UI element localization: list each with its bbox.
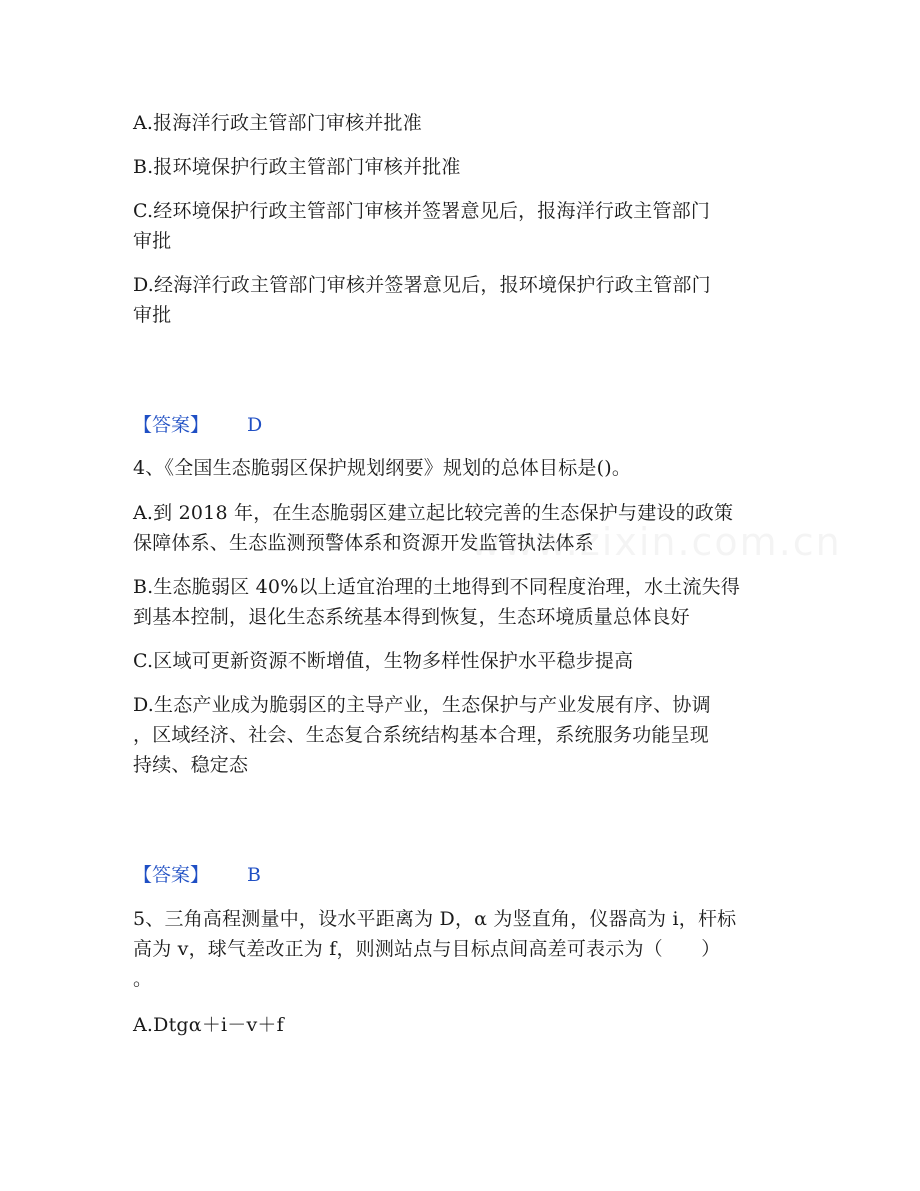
q3-option-a: A.报海洋行政主管部门审核并批准 xyxy=(133,112,422,134)
answer-value: D xyxy=(247,414,263,436)
q4-option-a: A.到 2018 年，在生态脆弱区建立起比较完善的生态保护与建设的政策 xyxy=(133,502,734,524)
q3-answer xyxy=(133,410,262,440)
q5-stem-continued: 高为 v，球气差改正为 f，则测站点与目标点间高差可表示为（ ） xyxy=(133,938,721,960)
q5-stem-continued-2: 。 xyxy=(133,968,153,990)
q5-stem: 5、三角高程测量中，设水平距离为 D，α 为竖直角，仪器高为 i，杆标 xyxy=(133,908,737,930)
q4-option-b: B.生态脆弱区 40%以上适宜治理的土地得到不同程度治理，水土流失得 xyxy=(133,576,741,598)
q3-option-d-continued: 审批 xyxy=(133,304,172,326)
q3-option-c: C.经环境保护行政主管部门审核并签署意见后，报海洋行政主管部门 xyxy=(133,200,711,222)
q5-option-a: A.Dtgα＋i－v＋f xyxy=(133,1014,284,1036)
q4-option-a-continued: 保障体系、生态监测预警体系和资源开发监管执法体系 xyxy=(133,532,594,554)
q4-option-d-continued-1: ，区域经济、社会、生态复合系统结构基本合理，系统服务功能呈现 xyxy=(133,724,710,746)
q3-option-d: D.经海洋行政主管部门审核并签署意见后，报环境保护行政主管部门 xyxy=(133,274,711,296)
q4-option-d-continued-2: 持续、稳定态 xyxy=(133,754,249,776)
q3-option-b: B.报环境保护行政主管部门审核并批准 xyxy=(133,156,461,178)
q4-option-c: C.区域可更新资源不断增值，生物多样性保护水平稳步提高 xyxy=(133,650,634,672)
q4-option-b-continued: 到基本控制，退化生态系统基本得到恢复，生态环境质量总体良好 xyxy=(133,606,690,628)
q3-option-c-continued: 审批 xyxy=(133,230,172,252)
watermark xyxy=(470,520,842,564)
q4-option-d: D.生态产业成为脆弱区的主导产业，生态保护与产业发展有序、协调 xyxy=(133,694,711,716)
q4-answer xyxy=(133,860,261,890)
answer-value: B xyxy=(247,864,261,886)
q4-stem: 4、《全国生态脆弱区保护规划纲要》规划的总体目标是()。 xyxy=(133,457,632,479)
answer-tag: 【答案】 xyxy=(133,864,210,886)
answer-tag: 【答案】 xyxy=(133,414,210,436)
